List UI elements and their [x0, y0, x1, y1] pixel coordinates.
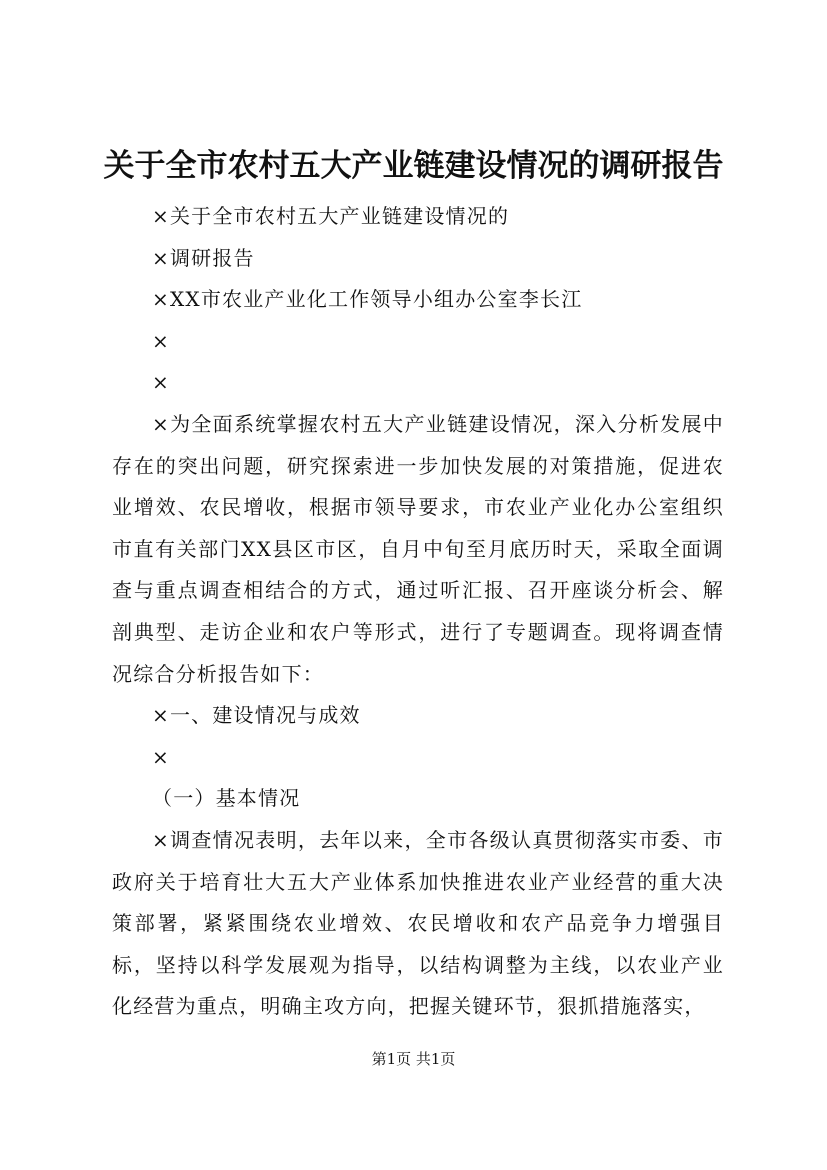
- paragraph-author: ×XX市农业产业化工作领导小组办公室李长江: [152, 287, 583, 312]
- paragraph-findings: ×调查情况表明，去年以来，全市各级认真贯彻落实市委、市政府关于培育壮大五大产业体系加快推进农业产业经营的重大决策部署，紧紧围绕农业增效、农民增收和农产品竞争力增强目标，坚持以科学发展观为指导，以结构调整为主线，以农业产业化经营为重点，明确主攻方向，把握关键环节，狠抓措施落实，: [112, 827, 724, 1019]
- paragraph-blank-3: ×: [152, 744, 170, 769]
- document-title: 关于全市农村五大产业链建设情况的调研报告: [103, 148, 724, 184]
- document-body: [112, 196, 724, 1028]
- section-heading-1: ×一、建设情况与成效: [152, 703, 361, 728]
- page-footer: 第1页 共1页: [371, 1050, 456, 1068]
- paragraph-blank-1: ×: [152, 328, 170, 353]
- subsection-heading-1: （一）基本情况: [152, 786, 301, 811]
- paragraph-blank-2: ×: [152, 370, 170, 395]
- paragraph-title-line-2: ×调研报告: [152, 245, 255, 270]
- paragraph-intro: ×为全面系统掌握农村五大产业链建设情况，深入分析发展中存在的突出问题，研究探索进一步加快发展的对策措施，促进农业增效、农民增收，根据市领导要求，市农业产业化办公室组织市直有关部门XX县区市区，自月中旬至月底历时天，采取全面调查与重点调查相结合的方式，通过听汇报、召开座谈分析会、解剖典型、走访企业和农户等形式，进行了专题调查。现将调查情况综合分析报告如下：: [112, 411, 724, 686]
- paragraph-title-line-1: ×关于全市农村五大产业链建设情况的: [152, 204, 510, 228]
